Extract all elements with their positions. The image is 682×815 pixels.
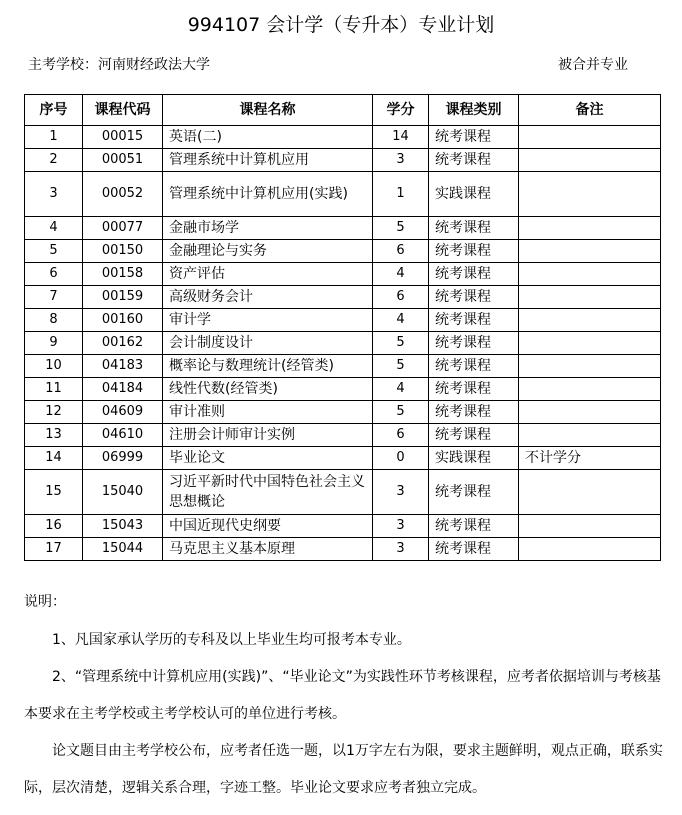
notes-section [24, 590, 664, 807]
cell-course-name: 注册会计师审计实例 [163, 424, 373, 447]
table-row [25, 263, 661, 286]
table-row [25, 424, 661, 447]
cell-credits: 4 [373, 263, 429, 286]
cell-credits: 3 [373, 538, 429, 561]
cell-credits: 6 [373, 424, 429, 447]
cell-course-type: 统考课程 [429, 538, 519, 561]
cell-index: 9 [25, 332, 83, 355]
cell-course-type: 统考课程 [429, 424, 519, 447]
cell-course-name: 金融理论与实务 [163, 240, 373, 263]
cell-index: 3 [25, 172, 83, 217]
cell-credits: 5 [373, 217, 429, 240]
cell-course-code: 15044 [83, 538, 163, 561]
cell-remarks [519, 424, 661, 447]
table-row [25, 470, 661, 515]
cell-course-type: 统考课程 [429, 309, 519, 332]
header-index: 序号 [25, 95, 83, 126]
cell-remarks [519, 309, 661, 332]
cell-course-name: 马克思主义基本原理 [163, 538, 373, 561]
host-school-label: 主考学校：河南财经政法大学 [28, 57, 210, 73]
cell-remarks [519, 401, 661, 424]
cell-credits: 5 [373, 355, 429, 378]
cell-remarks [519, 149, 661, 172]
cell-index: 1 [25, 126, 83, 149]
cell-course-code: 04609 [83, 401, 163, 424]
cell-course-code: 00162 [83, 332, 163, 355]
cell-course-code: 06999 [83, 447, 163, 470]
plan-meta [28, 54, 628, 74]
cell-credits: 3 [373, 470, 429, 515]
cell-credits: 3 [373, 515, 429, 538]
cell-course-type: 统考课程 [429, 378, 519, 401]
cell-course-name: 习近平新时代中国特色社会主义思想概论 [163, 470, 373, 515]
cell-course-code: 15043 [83, 515, 163, 538]
cell-course-type: 统考课程 [429, 263, 519, 286]
table-row [25, 286, 661, 309]
merged-major-label: 被合并专业 [558, 57, 628, 73]
cell-course-type: 统考课程 [429, 515, 519, 538]
cell-course-code: 04183 [83, 355, 163, 378]
table-row [25, 172, 661, 217]
cell-course-name: 会计制度设计 [163, 332, 373, 355]
cell-course-code: 04184 [83, 378, 163, 401]
cell-course-type: 统考课程 [429, 149, 519, 172]
cell-course-name: 金融市场学 [163, 217, 373, 240]
cell-course-name: 中国近现代史纲要 [163, 515, 373, 538]
cell-credits: 0 [373, 447, 429, 470]
cell-index: 12 [25, 401, 83, 424]
cell-course-type: 统考课程 [429, 286, 519, 309]
cell-course-type: 统考课程 [429, 355, 519, 378]
cell-course-type: 统考课程 [429, 217, 519, 240]
cell-remarks [519, 515, 661, 538]
table-row [25, 378, 661, 401]
cell-credits: 4 [373, 309, 429, 332]
cell-index: 8 [25, 309, 83, 332]
cell-remarks [519, 217, 661, 240]
cell-remarks [519, 126, 661, 149]
page-title: 994107 会计学（专升本）专业计划 [187, 14, 495, 36]
cell-index: 15 [25, 470, 83, 515]
table-row [25, 332, 661, 355]
cell-course-code: 00150 [83, 240, 163, 263]
cell-course-type: 统考课程 [429, 470, 519, 515]
cell-remarks [519, 355, 661, 378]
cell-course-type: 统考课程 [429, 401, 519, 424]
cell-course-name: 审计学 [163, 309, 373, 332]
cell-remarks [519, 332, 661, 355]
cell-course-code: 00160 [83, 309, 163, 332]
cell-course-type: 实践课程 [429, 447, 519, 470]
cell-credits: 14 [373, 126, 429, 149]
note-item-2: 2、“管理系统中计算机应用(实践)”、“毕业论文”为实践性环节考核课程，应考者依据培训与考核基本要求在主考学校或主考学校认可的单位进行考核。 [24, 669, 661, 722]
table-row [25, 401, 661, 424]
cell-remarks [519, 172, 661, 217]
cell-course-type: 统考课程 [429, 332, 519, 355]
cell-course-code: 00015 [83, 126, 163, 149]
cell-course-name: 英语(二) [163, 126, 373, 149]
cell-credits: 5 [373, 401, 429, 424]
cell-index: 4 [25, 217, 83, 240]
header-remarks: 备注 [519, 95, 661, 126]
cell-credits: 4 [373, 378, 429, 401]
cell-course-code: 00159 [83, 286, 163, 309]
cell-course-name: 线性代数(经管类) [163, 378, 373, 401]
table-row [25, 355, 661, 378]
cell-remarks: 不计学分 [519, 447, 661, 470]
header-course-type: 课程类别 [429, 95, 519, 126]
table-header-row [25, 95, 661, 126]
cell-remarks [519, 378, 661, 401]
cell-credits: 6 [373, 240, 429, 263]
header-course-code: 课程代码 [83, 95, 163, 126]
cell-index: 17 [25, 538, 83, 561]
table-row [25, 126, 661, 149]
cell-course-type: 统考课程 [429, 240, 519, 263]
note-item-3: 论文题目由主考学校公布，应考者任选一题，以1万字左右为限，要求主题鲜明，观点正确，联系实际，层次清楚，逻辑关系合理，字迹工整。毕业论文要求应考者独立完成。 [24, 743, 663, 796]
cell-course-code: 00158 [83, 263, 163, 286]
cell-credits: 1 [373, 172, 429, 217]
cell-index: 13 [25, 424, 83, 447]
cell-course-name: 审计准则 [163, 401, 373, 424]
cell-course-code: 00077 [83, 217, 163, 240]
cell-index: 16 [25, 515, 83, 538]
header-course-name: 课程名称 [163, 95, 373, 126]
cell-course-code: 00052 [83, 172, 163, 217]
table-row [25, 309, 661, 332]
cell-course-code: 00051 [83, 149, 163, 172]
cell-index: 11 [25, 378, 83, 401]
course-plan-table [24, 94, 661, 561]
table-row [25, 515, 661, 538]
cell-course-name: 资产评估 [163, 263, 373, 286]
cell-remarks [519, 263, 661, 286]
cell-index: 2 [25, 149, 83, 172]
header-credits: 学分 [373, 95, 429, 126]
table-row [25, 149, 661, 172]
table-row [25, 217, 661, 240]
cell-course-name: 概率论与数理统计(经管类) [163, 355, 373, 378]
cell-course-name: 高级财务会计 [163, 286, 373, 309]
cell-course-name: 管理系统中计算机应用 [163, 149, 373, 172]
cell-course-code: 04610 [83, 424, 163, 447]
cell-credits: 3 [373, 149, 429, 172]
table-row [25, 538, 661, 561]
notes-heading: 说明： [24, 594, 66, 610]
note-item-1: 1、凡国家承认学历的专科及以上毕业生均可报考本专业。 [52, 632, 411, 648]
cell-credits: 6 [373, 286, 429, 309]
cell-course-type: 实践课程 [429, 172, 519, 217]
cell-index: 14 [25, 447, 83, 470]
cell-index: 6 [25, 263, 83, 286]
cell-index: 7 [25, 286, 83, 309]
cell-remarks [519, 538, 661, 561]
table-row [25, 447, 661, 470]
table-row [25, 240, 661, 263]
cell-course-code: 15040 [83, 470, 163, 515]
cell-index: 10 [25, 355, 83, 378]
cell-course-type: 统考课程 [429, 126, 519, 149]
cell-remarks [519, 286, 661, 309]
cell-remarks [519, 240, 661, 263]
cell-credits: 5 [373, 332, 429, 355]
cell-remarks [519, 470, 661, 515]
cell-course-name: 毕业论文 [163, 447, 373, 470]
cell-index: 5 [25, 240, 83, 263]
table-body [25, 126, 661, 561]
cell-course-name: 管理系统中计算机应用(实践) [163, 172, 373, 217]
